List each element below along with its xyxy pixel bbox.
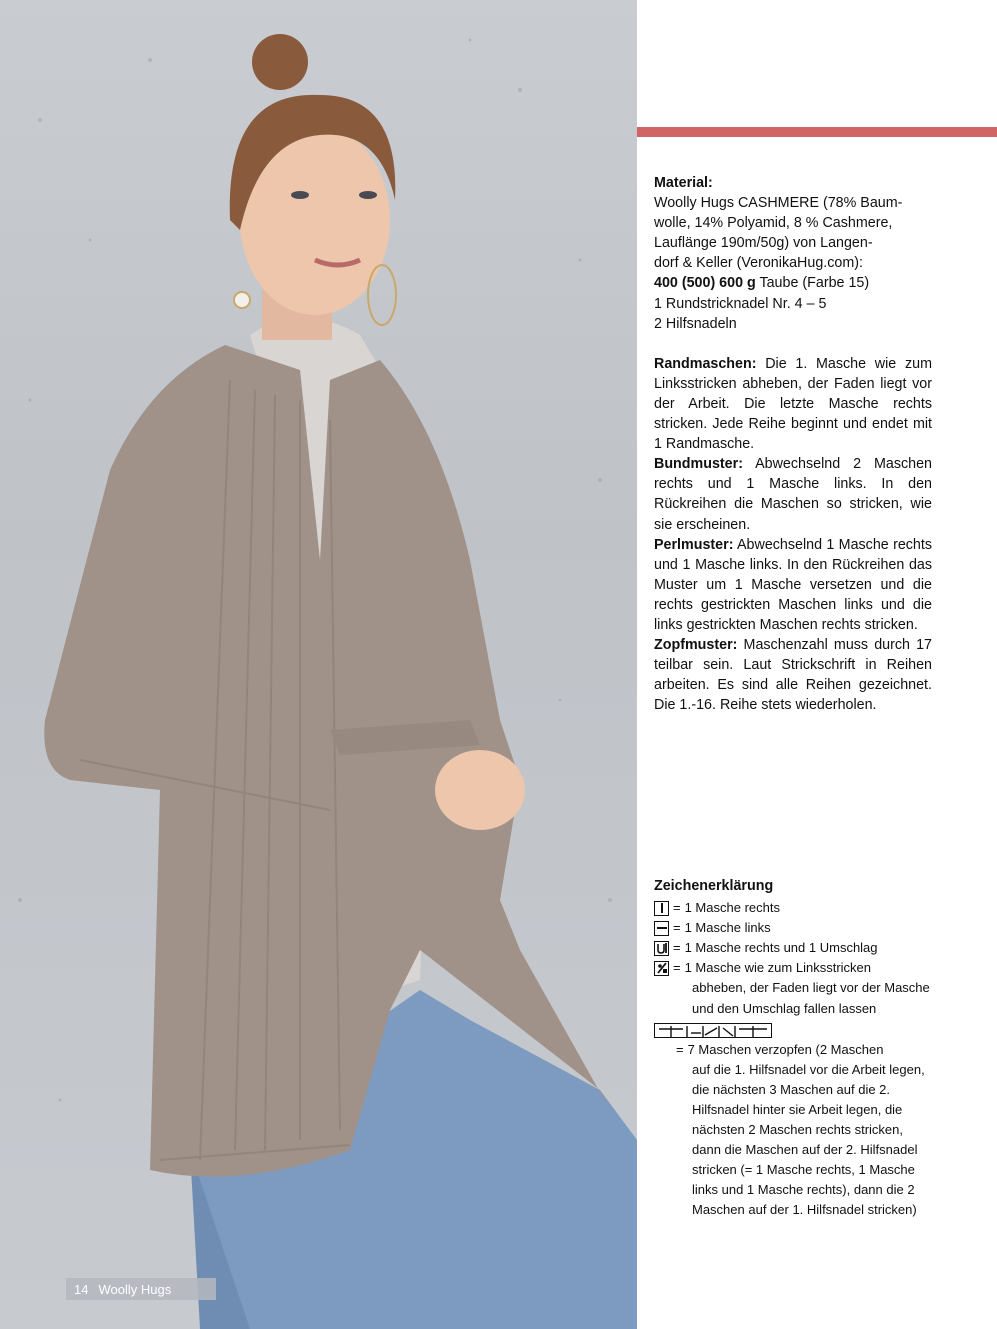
- page-footer: [66, 1278, 216, 1300]
- cable-description: = 7 Maschen verzopfen (2 Maschen auf die 1. Hilfsnadel vor die Arbeit legen, die nächsten 3 Maschen auf die 2. Hilfsnadel hinter sie Arbeit legen, die nächsten 2 Maschen rechts stricken, dann die Maschen auf der 2. Hilfsnadel stricken (= 1 Masche rechts, 1 Masche links und 1 Masche rechts), dann die 2 Maschen auf der 1. Hilfsnadel stricken): [676, 1041, 925, 1218]
- randmaschen-section: Randmaschen: Die 1. Masche wie zum Linksstricken abheben, der Faden liegt vor der Arbeit. Die letzte Masche rechts stricken. Jede Reihe beginnt und endet mit 1 Randmasche.: [654, 355, 932, 453]
- instructions-column: [654, 173, 932, 715]
- material-yarn-amount: 400 (500) 600 g Taube (Farbe 15): [654, 275, 870, 292]
- symbol-legend: [654, 876, 934, 1221]
- legend-item-continuation: abheben, der Faden liegt vor der Masche und den Umschlag fallen lassen: [692, 980, 930, 1016]
- page-number: 14: [74, 1281, 89, 1297]
- purl-stitch-symbol-icon: [654, 921, 669, 936]
- material-heading: Material:: [654, 175, 713, 191]
- legend-item: = 1 Masche rechts und 1 Umschlag: [654, 938, 934, 958]
- perlmuster-section: Perlmuster: Abwechselnd 1 Masche rechts und 1 Masche links. In den Rückreihen das Muster um 1 Masche versetzen und die rechts gestrickten Maschen links und die links gestrickten Maschen rechts stricken.: [654, 536, 932, 633]
- material-line: Woolly Hugs CASHMERE (78% Baum-: [654, 195, 903, 212]
- cable-symbol-icon: [654, 1023, 772, 1038]
- accent-bar: [637, 127, 997, 137]
- material-line: wolle, 14% Polyamid, 8 % Cashmere,: [654, 215, 893, 232]
- knit-stitch-symbol-icon: [654, 901, 669, 916]
- zopfmuster-section: Zopfmuster: Maschenzahl muss durch 17 teilbar sein. Laut Strickschrift in Reihen arbeiten. Es sind alle Reihen gezeichnet. Die 1.-16. Reihe stets wiederholen.: [654, 637, 932, 714]
- knit-yarn-over-symbol-icon: [654, 941, 669, 956]
- magazine-brand: Woolly Hugs: [98, 1281, 172, 1297]
- material-line: 2 Hilfsnadeln: [654, 315, 737, 332]
- slip-stitch-symbol-icon: [654, 961, 669, 976]
- legend-title: Zeichenerklärung: [654, 878, 774, 894]
- hands: [435, 750, 525, 830]
- material-line: 1 Rundstricknadel Nr. 4 – 5: [654, 295, 827, 312]
- material-line: Lauflänge 190m/50g) von Langen-: [654, 235, 873, 252]
- legend-item: = 1 Masche wie zum Linksstricken: [654, 958, 934, 978]
- material-line: dorf & Keller (VeronikaHug.com):: [654, 255, 863, 272]
- legend-item: = 1 Masche rechts: [654, 898, 934, 918]
- legend-item: = 1 Masche links: [654, 918, 934, 938]
- bundmuster-section: Bundmuster: Abwechselnd 2 Maschen rechts und 1 Masche links. In den Rückreihen die Maschen so stricken, wie sie erscheinen.: [654, 456, 933, 533]
